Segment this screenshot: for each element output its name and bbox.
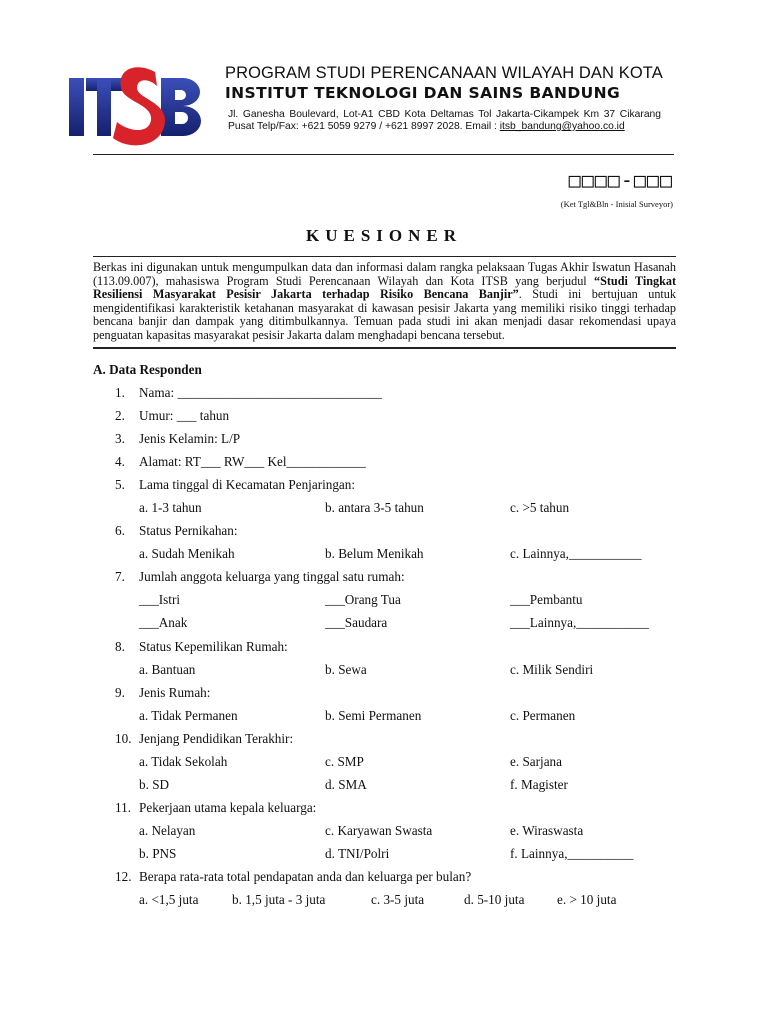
question-text: Jenjang Pendidikan Terakhir: (139, 731, 294, 746)
q11-option-d[interactable]: d. TNI/Polri (325, 846, 390, 861)
q11-option-c[interactable]: c. Karyawan Swasta (325, 823, 433, 838)
q11-option-e[interactable]: e. Wiraswasta (510, 823, 584, 838)
contact-line (228, 121, 625, 133)
q12-option-a[interactable]: a. <1,5 juta (139, 892, 199, 907)
q8-option-c[interactable]: c. Milik Sendiri (510, 662, 594, 677)
intro-paragraph (93, 261, 676, 343)
q10-option-f[interactable]: f. Magister (510, 777, 568, 792)
q6-option-c[interactable]: c. Lainnya,___________ (510, 546, 642, 561)
address-line-1: Jl. Ganesha Boulevard, Lot-A1 CBD Kota Deltamas Tol Jakarta-Cikampek Km 37 Cikarang (228, 109, 661, 120)
intro-text-2: . Studi ini bertujuan untuk mengidentifikasi karakteristik ketahanan masyarakat di kawasan pesisir Jakarta yang memiliki risiko tinggi terhadap bencana banjir dan dampak yang ditimbulkannya. Temuan pada studi ini akan menjadi dasar rekomendasi upaya penguatan kapasitas masyarakat pesisir Jakarta dalam menghadapi bencana tersebut. (93, 287, 676, 342)
q10-option-a[interactable]: a. Tidak Sekolah (139, 754, 228, 769)
question-text: Berapa rata-rata total pendapatan anda dan keluarga per bulan? (139, 869, 472, 884)
q8-option-b[interactable]: b. Sewa (325, 662, 367, 677)
q11-option-a[interactable]: a. Nelayan (139, 823, 196, 838)
q5-option-a[interactable]: a. 1-3 tahun (139, 500, 202, 515)
question-number: 12. (115, 869, 132, 884)
question-text: Umur: ___ tahun (139, 408, 230, 423)
respondent-code: □□□□-□□□ (568, 168, 673, 192)
q11-option-b[interactable]: b. PNS (139, 846, 177, 861)
q10-option-b[interactable]: b. SD (139, 777, 170, 792)
q9-option-c[interactable]: c. Permanen (510, 708, 576, 723)
itsb-logo (67, 62, 201, 154)
institute-name: INSTITUT TEKNOLOGI DAN SAINS BANDUNG (225, 84, 621, 102)
intro-study-title: “Studi Tingkat Resiliensi Masyarakat Pesisir Jakarta terhadap Risiko Bencana Banjir” (93, 273, 677, 302)
page-title: KUESIONER (305, 226, 463, 245)
question-number: 10. (115, 731, 132, 746)
question-text: Status Kepemilikan Rumah: (139, 639, 288, 654)
q12-option-c[interactable]: c. 3-5 juta (371, 892, 425, 907)
q7-anak[interactable]: ___Anak (139, 615, 188, 630)
question-number: 11. (115, 800, 131, 815)
q5-option-c[interactable]: c. >5 tahun (510, 500, 570, 515)
contact-phone: Pusat Telp/Fax: +621 5059 9279 / +621 8997 2028. Email : (228, 121, 500, 132)
question-text: Status Pernikahan: (139, 523, 238, 538)
program-name: PROGRAM STUDI PERENCANAAN WILAYAH DAN KOTA (225, 64, 663, 82)
q12-option-e[interactable]: e. > 10 juta (557, 892, 617, 907)
header-divider (93, 154, 674, 155)
q7-pembantu[interactable]: ___Pembantu (510, 592, 583, 607)
q7-istri[interactable]: ___Istri (139, 592, 181, 607)
question-number: 6. (115, 523, 125, 538)
question-number: 3. (115, 431, 125, 446)
q7-saudara[interactable]: ___Saudara (325, 615, 388, 630)
question-number: 5. (115, 477, 125, 492)
q12-option-b[interactable]: b. 1,5 juta - 3 juta (232, 892, 326, 907)
q9-option-b[interactable]: b. Semi Permanen (325, 708, 422, 723)
q10-option-d[interactable]: d. SMA (325, 777, 367, 792)
question-number: 8. (115, 639, 125, 654)
respondent-code-note: (Ket Tgl&Bln - Inisial Surveyor) (560, 199, 673, 209)
section-heading: A. Data Responden (93, 362, 202, 377)
question-number: 2. (115, 408, 125, 423)
question-text: Pekerjaan utama kepala keluarga: (139, 800, 317, 815)
question-number: 4. (115, 454, 125, 469)
q8-option-a[interactable]: a. Bantuan (139, 662, 196, 677)
question-number: 9. (115, 685, 125, 700)
question-text: Lama tinggal di Kecamatan Penjaringan: (139, 477, 356, 492)
intro-text-1: Berkas ini digunakan untuk mengumpulkan data dan informasi dalam rangka pelaksaan Tugas Akhir Iswatun Hasanah (113.09.007), mahasiswa Program Studi Perencanaan Wilayah dan Kota ITSB yang berjudul (93, 260, 676, 288)
q10-option-c[interactable]: c. SMP (325, 754, 364, 769)
q6-option-a[interactable]: a. Sudah Menikah (139, 546, 235, 561)
q7-lainnya[interactable]: ___Lainnya,___________ (510, 615, 649, 630)
question-number: 7. (115, 569, 125, 584)
q11-option-f[interactable]: f. Lainnya,__________ (510, 846, 634, 861)
q6-option-b[interactable]: b. Belum Menikah (325, 546, 424, 561)
question-text: Alamat: RT___ RW___ Kel____________ (139, 454, 366, 469)
question-text: Jenis Kelamin: L/P (139, 431, 241, 446)
question-number: 1. (115, 385, 125, 400)
q12-option-d[interactable]: d. 5-10 juta (464, 892, 525, 907)
email-link[interactable]: itsb_bandung@yahoo.co.id (499, 121, 625, 132)
question-text: Jenis Rumah: (139, 685, 211, 700)
q9-option-a[interactable]: a. Tidak Permanen (139, 708, 238, 723)
q10-option-e[interactable]: e. Sarjana (510, 754, 562, 769)
question-text: Jumlah anggota keluarga yang tinggal satu rumah: (139, 569, 405, 584)
question-text: Nama: _______________________________ (139, 385, 382, 400)
q5-option-b[interactable]: b. antara 3-5 tahun (325, 500, 424, 515)
q7-orang-tua[interactable]: ___Orang Tua (325, 592, 401, 607)
